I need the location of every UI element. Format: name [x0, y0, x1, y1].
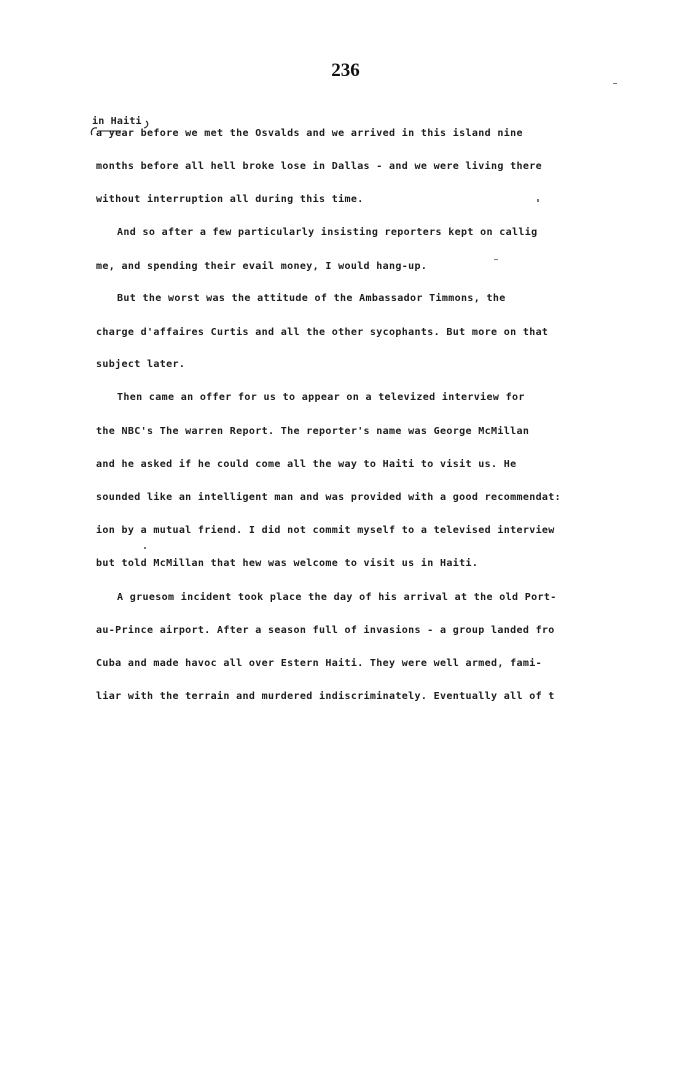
text-line: sounded like an intelligent man and was provided with a good recommendat: [96, 492, 562, 503]
scan-speck [494, 259, 498, 260]
page-number: 236 [331, 60, 360, 81]
text-line: au-Prince airport. After a season full of invasions - a group landed fro [96, 625, 555, 636]
text-line: the NBC's The warren Report. The reporter's name was George McMillan [96, 426, 530, 437]
scan-speck [144, 547, 146, 549]
text-line: months before all hell broke lose in Dallas - and we were living there [96, 161, 542, 172]
text-line: Then came an offer for us to appear on a televized interview for [117, 392, 525, 403]
handwritten-insertion: in Haiti [92, 116, 142, 127]
text-line: ion by a mutual friend. I did not commit myself to a televised interview [96, 525, 555, 536]
scan-speck [613, 83, 617, 84]
text-line: but told McMillan that hew was welcome to visit us in Haiti. [96, 558, 479, 569]
text-line: A gruesom incident took place the day of his arrival at the old Port- [117, 592, 557, 603]
text-line: without interruption all during this time. [96, 194, 364, 205]
text-line: liar with the terrain and murdered indiscriminately. Eventually all of t [96, 691, 555, 702]
text-line: me, and spending their evail money, I would hang-up. [96, 261, 428, 272]
text-line: and he asked if he could come all the way to Haiti to visit us. He [96, 459, 517, 470]
text-line: a year before we met the Osvalds and we arrived in this island nine [96, 128, 523, 139]
text-line: charge d'affaires Curtis and all the other sycophants. But more on that [96, 327, 549, 338]
text-line: Cuba and made havoc all over Estern Haiti. They were well armed, fami- [96, 658, 542, 669]
scan-speck [537, 199, 539, 202]
text-line: And so after a few particularly insisting reporters kept on callig [117, 227, 538, 238]
text-line: But the worst was the attitude of the Ambassador Timmons, the [117, 293, 506, 304]
text-line: subject later. [96, 359, 186, 370]
